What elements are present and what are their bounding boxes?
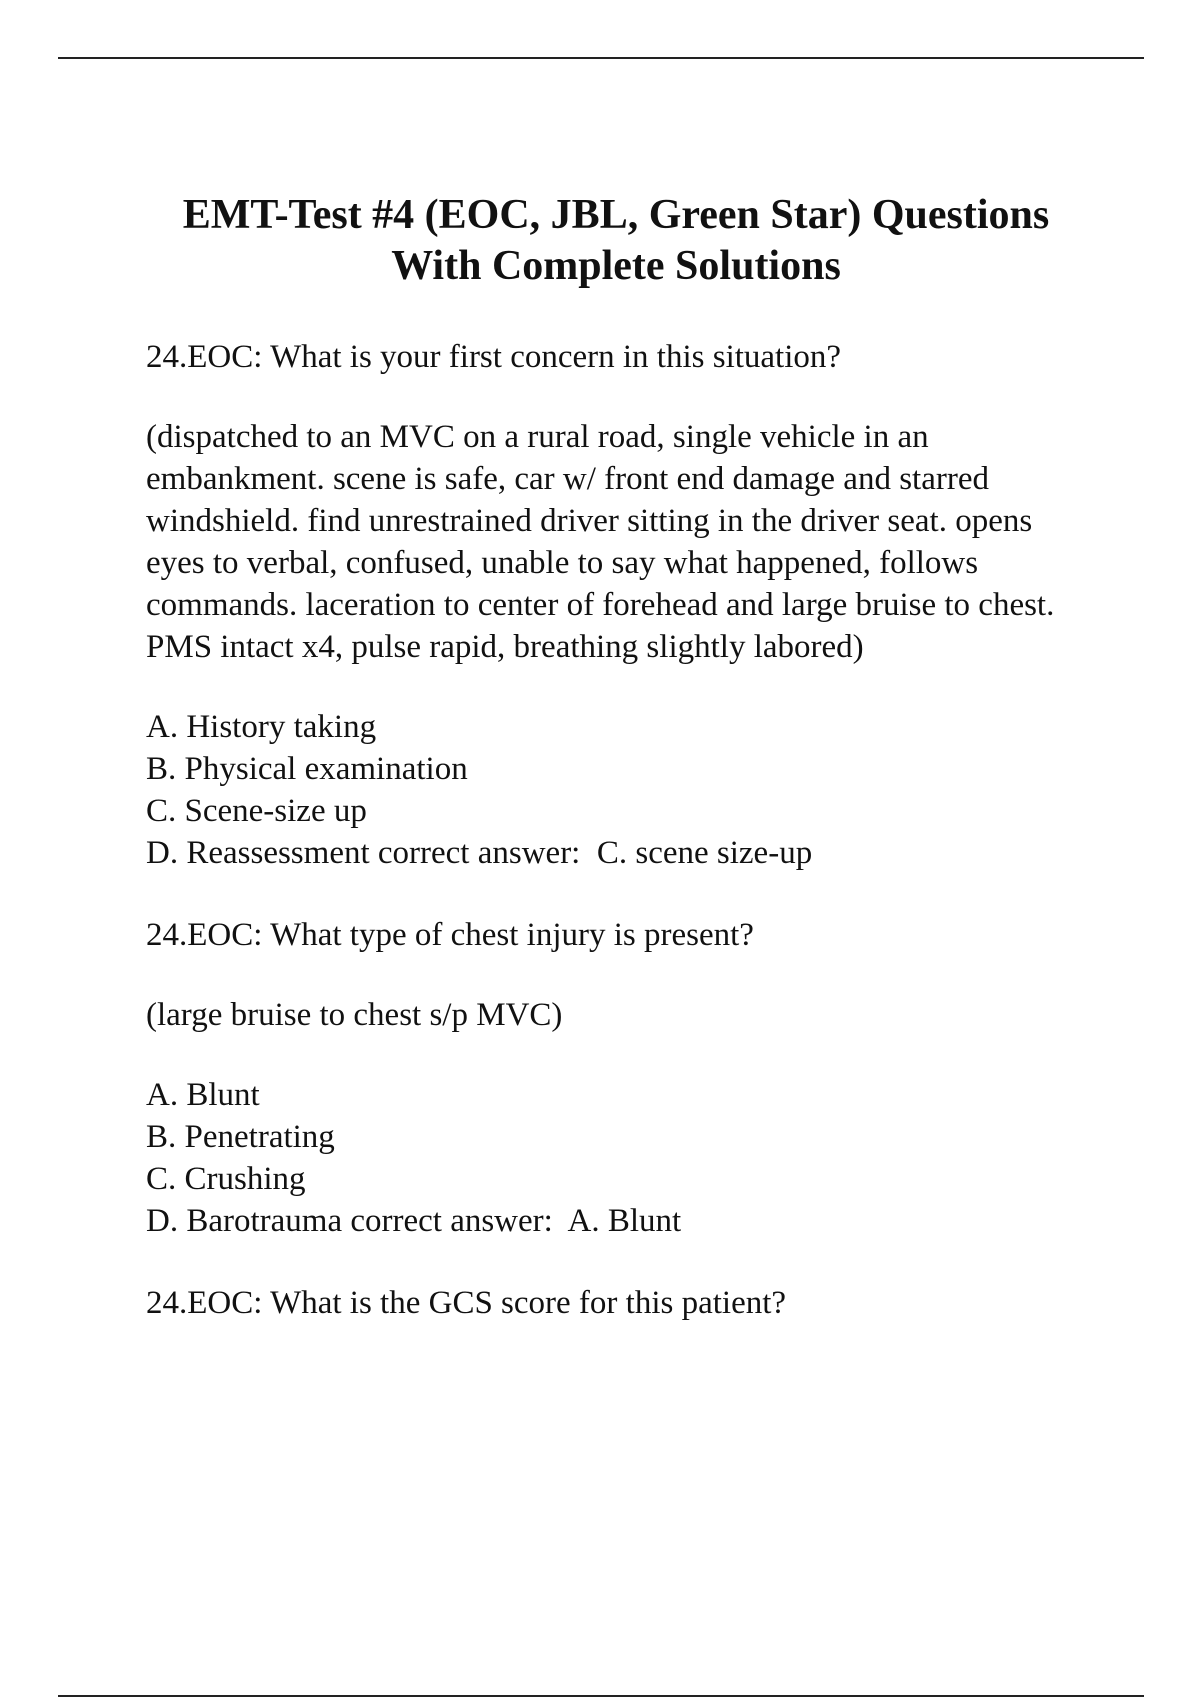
option-d: D. Reassessment: [146, 835, 370, 871]
question-2-prompt: 24.EOC: What type of chest injury is present?: [146, 917, 754, 953]
title-line-2: With Complete Solutions: [391, 243, 841, 289]
option-c: C. Scene-size up: [146, 793, 367, 829]
question-1-scenario: (dispatched to an MVC on a rural road, single vehicle in an embankment. scene is safe, car w/ front end damage and starred windshield. find unrestrained driver sitting in the driver seat. opens eyes to verbal, confused, unable to say what happened, follows commands. laceration to center of forehead and large bruise to chest. PMS intact x4, pulse rapid, breathing slightly labored): [146, 419, 1055, 665]
option-b: B. Physical examination: [146, 751, 468, 787]
question-1-options: [146, 706, 1086, 874]
question-2-options: [146, 1074, 1086, 1242]
bottom-rule: [58, 1695, 1144, 1697]
document-title: [106, 190, 1126, 292]
question-1-prompt: 24.EOC: What is your first concern in this situation?: [146, 339, 842, 375]
option-d: D. Barotrauma: [146, 1203, 343, 1239]
correct-answer: correct answer: A. Blunt: [350, 1203, 682, 1239]
top-rule: [58, 57, 1144, 59]
option-d-with-answer: [146, 1200, 1086, 1242]
option-a: A. Blunt: [146, 1077, 260, 1113]
title-line-1: EMT-Test #4 (EOC, JBL, Green Star) Questions: [182, 192, 1050, 238]
option-d-with-answer: [146, 832, 1086, 874]
option-b: B. Penetrating: [146, 1119, 335, 1155]
question-3-prompt: 24.EOC: What is the GCS score for this patient?: [146, 1285, 787, 1321]
question-2-scenario: (large bruise to chest s/p MVC): [146, 997, 563, 1033]
option-c: C. Crushing: [146, 1161, 306, 1197]
document-page: [146, 190, 1086, 1324]
option-a: A. History taking: [146, 709, 377, 745]
correct-answer: correct answer: C. scene size-up: [377, 835, 813, 871]
